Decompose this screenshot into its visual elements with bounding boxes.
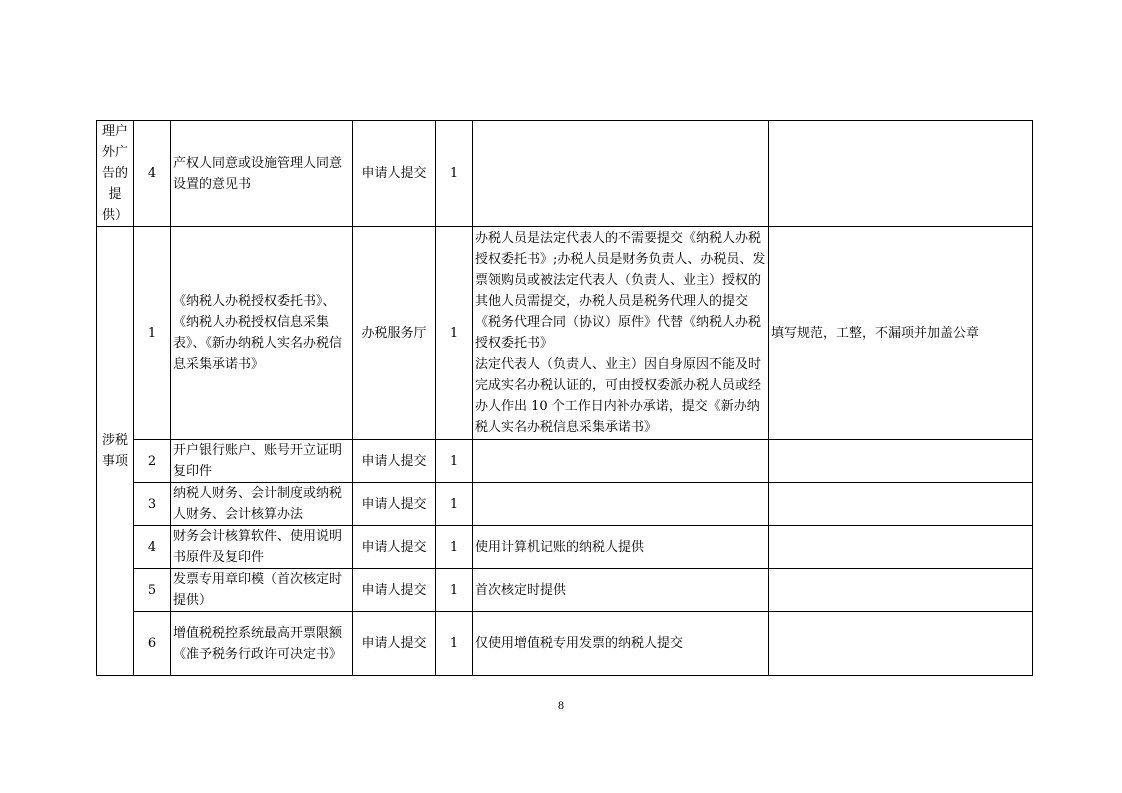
category-line: 外广 <box>101 145 128 160</box>
material-name: 增值税税控系统最高开票限额《准予税务行政许可决定书》 <box>171 612 353 676</box>
material-note: 首次核定时提供 <box>473 569 769 612</box>
table-row <box>97 227 1033 440</box>
row-number: 5 <box>134 569 171 612</box>
material-source: 申请人提交 <box>353 526 436 569</box>
note-paragraph: 办税人员是法定代表人的不需要提交《纳税人办税授权委托书》;办税人员是财务负责人、办税员、发票领购员或被法定代表人（负责人、业主）授权的其他人员需提交，办税人员是税务代理人的提交《税务代理合同（协议）原件》代替《纳税人办税授权委托书》 <box>475 231 766 351</box>
material-source: 申请人提交 <box>353 569 436 612</box>
material-quantity: 1 <box>436 121 473 227</box>
material-name: 《纳税人办税授权委托书》、《纳税人办税授权信息采集表》、《新办纳税人实名办税信息采集承诺书》 <box>171 227 353 440</box>
materials-table <box>96 120 1033 676</box>
material-requirement <box>769 612 1033 676</box>
material-quantity: 1 <box>436 440 473 483</box>
row-number: 3 <box>134 483 171 526</box>
material-quantity: 1 <box>436 483 473 526</box>
material-requirement: 填写规范，工整，不漏项并加盖公章 <box>769 227 1033 440</box>
material-source: 办税服务厅 <box>353 227 436 440</box>
material-name: 纳税人财务、会计制度或纳税人财务、会计核算办法 <box>171 483 353 526</box>
category-cell <box>97 227 134 676</box>
table-row <box>97 569 1033 612</box>
material-quantity: 1 <box>436 227 473 440</box>
row-number: 2 <box>134 440 171 483</box>
material-quantity: 1 <box>436 612 473 676</box>
material-name: 开户银行账户、账号开立证明复印件 <box>171 440 353 483</box>
material-quantity: 1 <box>436 526 473 569</box>
material-requirement <box>769 569 1033 612</box>
material-requirement <box>769 526 1033 569</box>
category-line: 理户 <box>101 124 128 139</box>
material-note <box>473 227 769 440</box>
row-number: 1 <box>134 227 171 440</box>
material-source: 申请人提交 <box>353 483 436 526</box>
material-source: 申请人提交 <box>353 440 436 483</box>
row-number: 4 <box>134 526 171 569</box>
material-name: 财务会计核算软件、使用说明书原件及复印件 <box>171 526 353 569</box>
material-note <box>473 121 769 227</box>
table-row <box>97 612 1033 676</box>
page-number: 8 <box>558 698 564 712</box>
material-name: 产权人同意或设施管理人同意设置的意见书 <box>171 121 353 227</box>
table-row <box>97 440 1033 483</box>
material-note <box>473 483 769 526</box>
material-note: 仅使用增值税专用发票的纳税人提交 <box>473 612 769 676</box>
table-row <box>97 121 1033 227</box>
table-row <box>97 483 1033 526</box>
material-name: 发票专用章印模（首次核定时提供） <box>171 569 353 612</box>
category-line: 涉税 <box>101 433 128 448</box>
category-line: 提供） <box>101 187 128 223</box>
material-source: 申请人提交 <box>353 612 436 676</box>
material-requirement <box>769 483 1033 526</box>
material-note: 使用计算机记账的纳税人提供 <box>473 526 769 569</box>
row-number: 6 <box>134 612 171 676</box>
table-row <box>97 526 1033 569</box>
material-requirement <box>769 440 1033 483</box>
category-line: 告的 <box>101 166 128 181</box>
material-note <box>473 440 769 483</box>
category-line: 事项 <box>101 454 128 469</box>
row-number: 4 <box>134 121 171 227</box>
material-quantity: 1 <box>436 569 473 612</box>
material-source: 申请人提交 <box>353 121 436 227</box>
material-requirement <box>769 121 1033 227</box>
note-paragraph: 法定代表人（负责人、业主）因自身原因不能及时完成实名办税认证的，可由授权委派办税人员或经办人作出 10 个工作日内补办承诺，提交《新办纳税人实名办税信息采集承诺书》 <box>475 357 762 435</box>
category-cell <box>97 121 134 227</box>
